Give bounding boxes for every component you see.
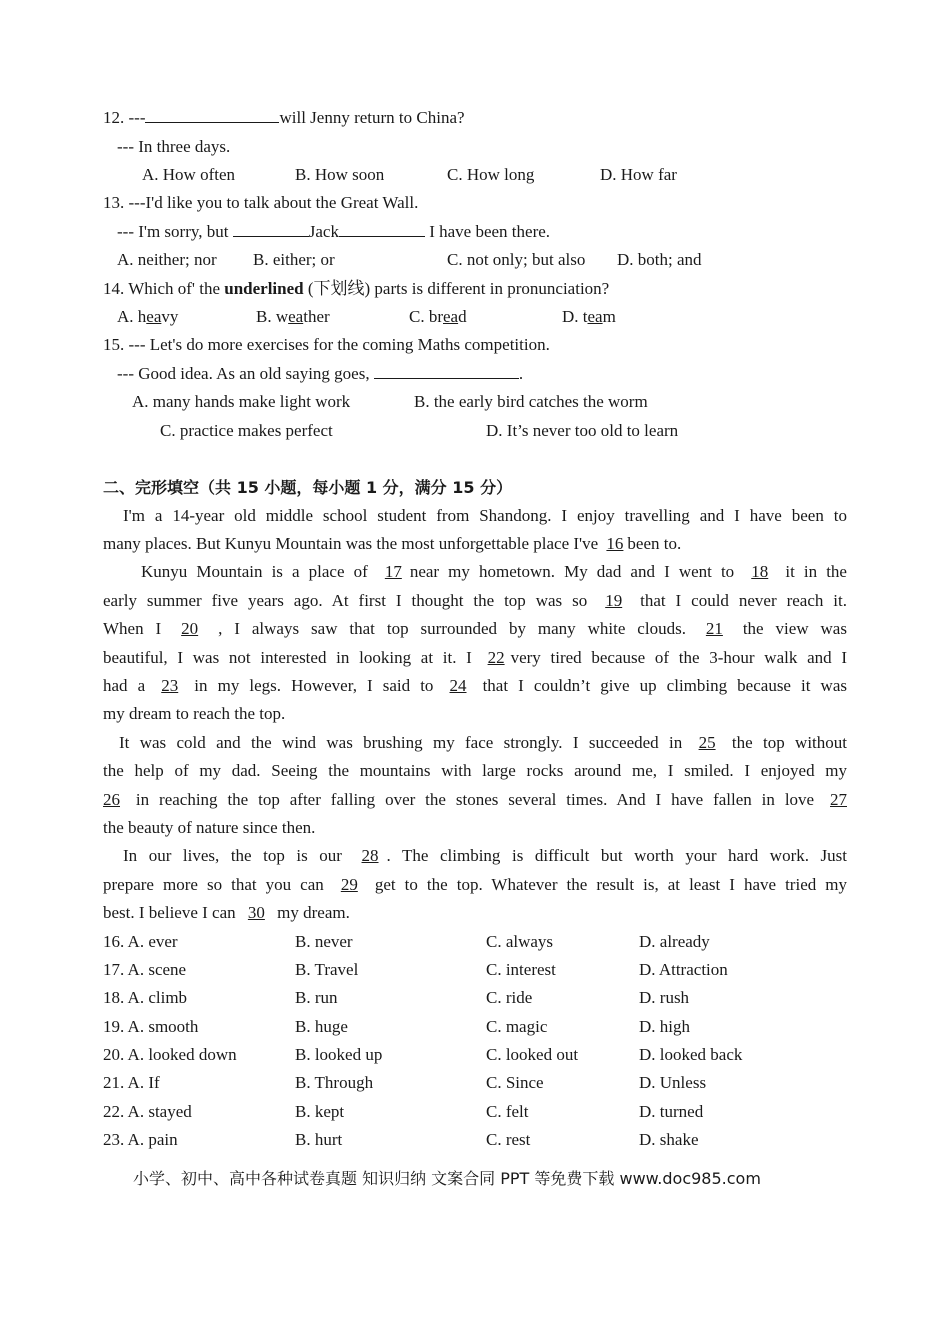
blank-27: 27 [830,790,847,809]
choice-d: D. shake [639,1130,699,1149]
q14-option-d-rest: m [602,307,616,326]
passage-text: very tired because of the 3-hour walk and I [510,648,847,667]
passage-text: in my legs. However, I said to [184,676,444,695]
q13-option-a: A. neither; nor [117,250,217,269]
q14-option-c-rest: d [458,307,467,326]
blank-21: 21 [705,619,723,638]
q14-option-d [562,306,616,328]
blank-22: 22 [487,648,505,667]
passage-text: my dream. [272,903,350,922]
q13-reply [117,221,550,243]
passage-text: . The climbing is difficult but worth your hard work. Just [386,846,847,865]
passage-text: early summer five years ago. At first I thought the top was so [103,591,598,610]
q13-option-c: C. not only; but also [447,250,586,269]
passage-line: the help of my dad. Seeing the mountains with large rocks around me, I smiled. I enjoyed my [103,761,847,780]
blank-24: 24 [449,676,467,695]
choice-b: B. Through [295,1073,374,1092]
blank-18: 18 [751,562,769,581]
blank-17: 17 [384,562,402,581]
passage-line [103,675,847,697]
q13-reply-prefix: --- I'm sorry, but [117,222,233,241]
choice-a: 19. A. smooth [103,1017,199,1036]
blank-23: 23 [161,676,179,695]
choice-c: C. felt [486,1102,529,1121]
passage-text: Kunyu Mountain is a place of [141,562,377,581]
q14-option-b-rest: ther [303,307,330,326]
choice-a: 21. A. If [103,1073,160,1092]
q13-reply-suffix: I have been there. [424,222,551,241]
passage-line: my dream to reach the top. [103,704,286,723]
passage-text: best. I believe I can [103,903,240,922]
blank-19: 19 [605,591,623,610]
q13-blank-1 [233,221,309,237]
passage-line [103,845,847,867]
choice-c: C. magic [486,1017,548,1036]
choice-a: 17. A. scene [103,960,187,979]
q14-option-a-rest: vy [161,307,179,326]
passage-text: that I could never reach it. [630,591,848,610]
choice-d: D. rush [639,988,690,1007]
passage-text: had a [103,676,156,695]
choice-c: C. looked out [486,1045,579,1064]
passage-line [103,533,681,555]
q12-option-b: B. How soon [295,165,385,184]
choice-b: B. looked up [295,1045,383,1064]
choice-c: C. always [486,932,554,951]
choice-b: B. hurt [295,1130,343,1149]
q14-stem [103,278,609,300]
passage-text: been to. [627,534,682,553]
q15-reply-suffix: . [518,364,524,383]
passage-line [103,590,847,612]
passage-text: near my hometown. My dad and I went to [409,562,744,581]
q12-stem-prefix: 12. --- [103,108,146,127]
q13-option-d: D. both; and [617,250,702,269]
passage-text: prepare more so that you can [103,875,333,894]
choice-c: C. rest [486,1130,531,1149]
q14-option-c-label: C. br [409,307,443,326]
section-heading: 二、完形填空（共 15 小题，每小题 1 分，满分 15 分） [103,478,513,497]
choice-a: 23. A. pain [103,1130,178,1149]
q14-option-a-label: A. h [117,307,147,326]
passage-text: , I always saw that top surrounded by many white clouds. [206,619,698,638]
blank-28: 28 [361,846,379,865]
q15-option-c: C. practice makes perfect [160,421,333,440]
blank-30: 30 [247,903,265,922]
passage-text: the top without [721,733,847,752]
passage-line [103,561,847,583]
q12-stem [103,107,465,129]
q15-reply [117,363,523,385]
passage-text: In our lives, the top is our [123,846,354,865]
blank-26: 26 [103,790,120,809]
blank-29: 29 [340,875,358,894]
q14-option-b-underlined: ea [288,307,304,326]
q14-option-d-underlined: ea [587,307,603,326]
q12-option-d: D. How far [600,165,677,184]
blank-25: 25 [698,733,716,752]
passage-text: beautiful, I was not interested in looking at it. I [103,648,482,667]
passage-text: When I [103,619,174,638]
choice-c: C. ride [486,988,533,1007]
q14-option-b [256,306,330,328]
q14-stem-bold: underlined [224,279,304,298]
passage-line [103,902,350,924]
q15-option-b: B. the early bird catches the worm [414,392,648,411]
choice-a: 22. A. stayed [103,1102,192,1121]
q14-option-a-underlined: ea [146,307,162,326]
choice-d: D. turned [639,1102,704,1121]
passage-line [103,647,847,669]
choice-c: C. Since [486,1073,544,1092]
passage-text: It was cold and the wind was brushing my face strongly. I succeeded in [119,733,693,752]
choice-d: D. Unless [639,1073,707,1092]
passage-line: I'm a 14-year old middle school student from Shandong. I enjoy travelling and I have been to [123,506,847,525]
q13-blank-2 [339,221,425,237]
q13-option-b: B. either; or [253,250,335,269]
choice-b: B. Travel [295,960,359,979]
q14-option-b-label: B. w [256,307,289,326]
passage-line: the beauty of nature since then. [103,818,316,837]
passage-line [103,874,847,896]
q12-option-c: C. How long [447,165,535,184]
q15-stem: 15. --- Let's do more exercises for the coming Maths competition. [103,335,550,354]
q12-option-a: A. How often [142,165,236,184]
passage-text: it in the [776,562,847,581]
passage-text: in reaching the top after falling over the stones several times. And I have fallen in love [126,790,824,809]
choice-b: B. never [295,932,353,951]
passage-line [103,618,847,640]
passage-text: that I couldn’t give up climbing because it was [472,676,847,695]
page-footer: 小学、初中、高中各种试卷真题 知识归纳 文案合同 PPT 等免费下载 www.doc985.com [133,1169,761,1188]
q14-option-d-label: D. t [562,307,588,326]
q13-stem: 13. ---I'd like you to talk about the Great Wall. [103,193,419,212]
q12-stem-suffix: will Jenny return to China? [279,108,465,127]
choice-a: 20. A. looked down [103,1045,237,1064]
choice-d: D. high [639,1017,690,1036]
passage-text: the view was [730,619,847,638]
choice-c: C. interest [486,960,556,979]
choice-d: D. Attraction [639,960,728,979]
choice-a: 16. A. ever [103,932,178,951]
blank-20: 20 [181,619,199,638]
q14-option-c-underlined: ea [443,307,459,326]
choice-b: B. kept [295,1102,345,1121]
q15-reply-prefix: --- Good idea. As an old saying goes, [117,364,374,383]
passage-line [103,732,847,754]
q14-option-a [117,306,178,328]
q13-reply-mid: Jack [308,222,339,241]
q12-blank [145,107,279,123]
choice-a: 18. A. climb [103,988,188,1007]
passage-line [103,789,847,811]
choice-d: D. already [639,932,710,951]
q15-option-a: A. many hands make light work [132,392,351,411]
choice-d: D. looked back [639,1045,743,1064]
q12-reply: --- In three days. [117,137,231,156]
q15-option-d: D. It’s never too old to learn [486,421,679,440]
q14-stem-prefix: 14. Which of' the [103,279,225,298]
choice-b: B. huge [295,1017,348,1036]
passage-text: many places. But Kunyu Mountain was the most unforgettable place I've [103,534,603,553]
blank-16: 16 [606,534,624,553]
passage-text: get to the top. Whatever the result is, at least I have tried my [365,875,847,894]
choice-b: B. run [295,988,338,1007]
q14-stem-suffix: (下划线) parts is different in pronunciation? [303,279,610,298]
q15-blank [374,363,519,379]
q14-option-c [409,306,467,328]
